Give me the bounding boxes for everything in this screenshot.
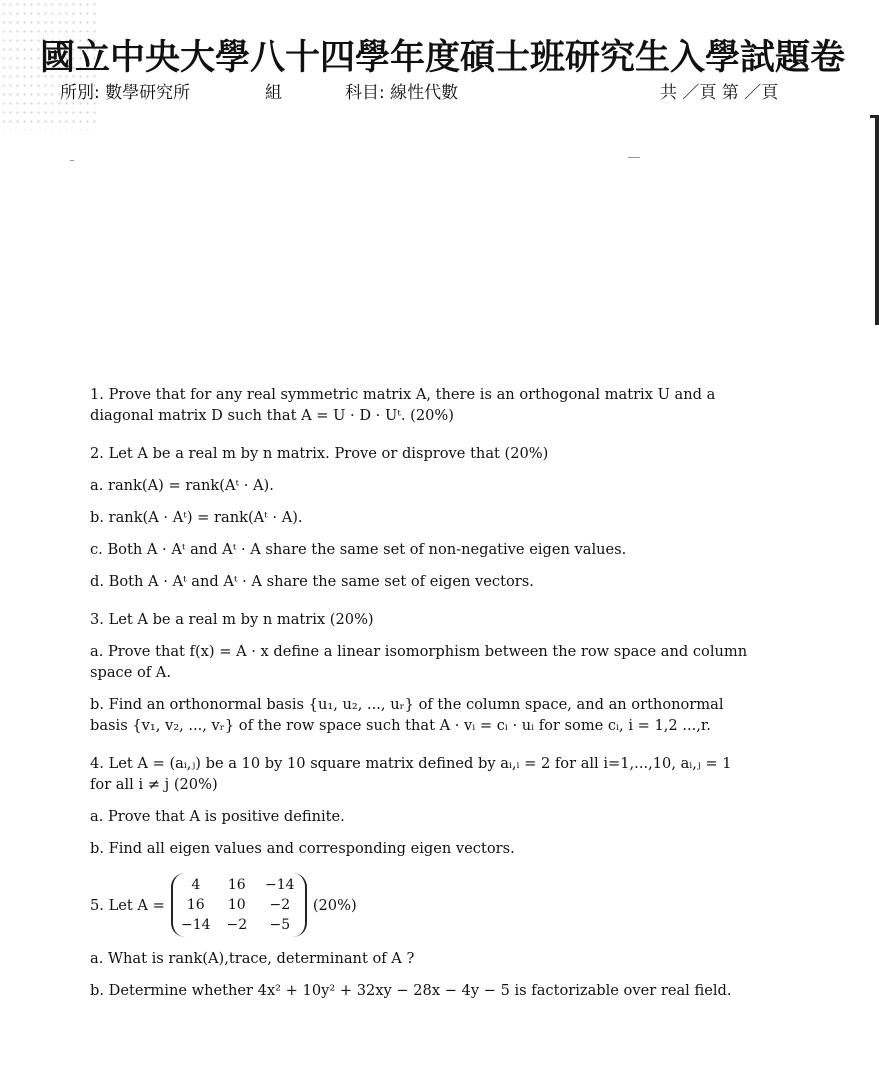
q4-part-a: a. Prove that A is positive definite. <box>90 808 345 825</box>
matrix-cell: 10 <box>227 897 246 913</box>
scan-speck <box>70 160 74 161</box>
q5-matrix <box>171 873 307 937</box>
q2-stem: 2. Let A be a real m by n matrix. Prove or disprove that (20%) <box>90 445 549 462</box>
exam-title: 國立中央大學八十四學年度碩士班研究生入學試題卷 <box>40 37 846 78</box>
matrix-cell: 16 <box>227 877 246 893</box>
q2-part-c: c. Both A · Aᵗ and Aᵗ · A share the same set of non-negative eigen values. <box>90 541 627 558</box>
exam-body <box>90 384 795 1001</box>
q4-line2: for all i ≠ j (20%) <box>90 776 218 793</box>
scan-edge-tick <box>870 115 879 118</box>
q1-line2: diagonal matrix D such that A = U · D · Uᵗ. (20%) <box>90 407 454 424</box>
matrix-cell: 4 <box>191 877 201 893</box>
matrix-cell: −2 <box>226 917 248 933</box>
question-2 <box>90 443 795 592</box>
q1-line1: 1. Prove that for any real symmetric matrix A, there is an orthogonal matrix U and a <box>90 386 716 403</box>
q3-part-b-line1: b. Find an orthonormal basis {u₁, u₂, ..., uᵣ} of the column space, and an orthonormal <box>90 696 724 713</box>
scan-edge-mark <box>875 115 879 325</box>
scan-speck <box>628 157 640 158</box>
question-3 <box>90 609 795 736</box>
q5-weight: (20%) <box>312 896 357 914</box>
q4-part-b: b. Find all eigen values and corresponding eigen vectors. <box>90 840 515 857</box>
q5-prefix: 5. Let A = <box>90 896 165 914</box>
matrix-cell: 16 <box>186 897 205 913</box>
page-count-label: 共 ／頁 第 ／頁 <box>660 83 779 103</box>
q3-part-a-line2: space of A. <box>90 664 171 681</box>
q4-line1: 4. Let A = (aᵢ,ⱼ) be a 10 by 10 square matrix defined by aᵢ,ᵢ = 2 for all i=1,...,10, aᵢ,ⱼ = 1 <box>90 755 732 772</box>
q2-part-b: b. rank(A · Aᵗ) = rank(Aᵗ · A). <box>90 509 303 526</box>
department-label: 所別: 數學研究所 <box>60 83 191 103</box>
question-4 <box>90 753 795 859</box>
q3-part-a-line1: a. Prove that f(x) = A · x define a linear isomorphism between the row space and column <box>90 643 748 660</box>
matrix-cell: −14 <box>265 877 295 893</box>
matrix-cell: −14 <box>181 917 211 933</box>
subject-label: 科目: 線性代數 <box>345 83 459 103</box>
q5-part-b: b. Determine whether 4x² + 10y² + 32xy − 28x − 4y − 5 is factorizable over real field. <box>90 982 732 999</box>
group-label: 組 <box>265 83 282 103</box>
q2-part-a: a. rank(A) = rank(Aᵗ · A). <box>90 477 274 494</box>
question-5 <box>90 873 795 1001</box>
question-1 <box>90 384 795 426</box>
q5-part-a: a. What is rank(A),trace, determinant of A ? <box>90 950 415 967</box>
q3-stem: 3. Let A be a real m by n matrix (20%) <box>90 611 374 628</box>
q3-part-b-line2: basis {v₁, v₂, ..., vᵣ} of the row space such that A · vᵢ = cᵢ · uᵢ for some cᵢ, i = 1,2 ...,r. <box>90 717 711 734</box>
matrix-cell: −5 <box>269 917 291 933</box>
matrix-cell: −2 <box>269 897 291 913</box>
q5-matrix-line <box>90 873 795 937</box>
q2-part-d: d. Both A · Aᵗ and Aᵗ · A share the same set of eigen vectors. <box>90 573 534 590</box>
